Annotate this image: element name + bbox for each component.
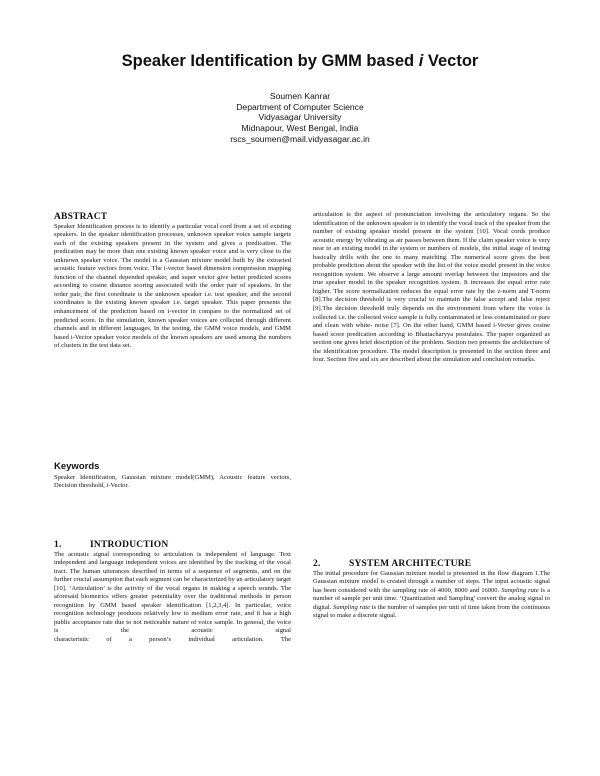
introduction-body-last-line: characteristic of a person’s individual articulation. The	[54, 636, 291, 644]
title-italic-i: i	[418, 52, 424, 70]
author-email: rscs_soumen@mail.vidyasagar.ac.in	[230, 133, 370, 144]
keywords-heading: Keywords	[54, 461, 100, 472]
system-architecture-body	[313, 570, 550, 621]
keywords-section	[54, 463, 291, 491]
sysarch-term-sampling-rate: Sampling rate	[501, 586, 539, 594]
author-block	[0, 91, 600, 145]
introduction-continuation	[313, 211, 550, 365]
paper-title	[0, 52, 600, 71]
system-architecture-number: 2.	[313, 559, 321, 569]
introduction-body	[54, 551, 291, 636]
keywords-body: Speaker Identification, Gaussian mixture model(GMM), Acoustic feature vectors, Decision threshold, i-Vector.	[54, 473, 291, 490]
abstract-section	[54, 213, 291, 351]
sysarch-text-1: The initial procedure for Gaussian mixture model is presented in the flow diagram 1.The Gaussian mixture model is created through a number of steps. The input acoustic signal has been considered with the sampling rate of 4000, 8000 and 16000.	[313, 569, 550, 594]
introduction-title: INTRODUCTION	[90, 540, 169, 550]
introduction-number: 1.	[54, 540, 62, 550]
author-department: Department of Computer Science	[236, 101, 364, 112]
author-location: Midnapour, West Bengal, India	[241, 123, 359, 134]
abstract-body: Speaker Identification process is to identify a particular vocal cord from a set of existing speakers. In the speaker identification processes, unknown speaker voice sample targets each of the existing speakers present in the system and gives a predication. The predication may be more than one existing known speaker voice and is very close to the unknown speaker voice. The model is a Gaussian mixture model built by the extracted acoustic feature vectors from voice. The i-vector based dimension compression mapping function of the channel depended speaker, and super vector give better predicted scores according to cosine distance scoring associated with the order pair of speakers. In the order pair, the first coordinate is the unknown speaker i.e. test speaker, and the second coordinates is the existing known speaker i.e. target speaker. This paper presents the enhancement of the prediction based on i-vector in compare to the normalized set of predicted score. In the simulation, known speaker voices are collected through different channels and in different languages. In the testing, the GMM voice models, and GMM based i-Vector speaker voice models of the known speakers are used among the numbers of clusters in the test data set.	[54, 222, 291, 350]
title-end: Vector	[423, 52, 479, 70]
author-name: Soumen Kanrar	[269, 91, 331, 101]
system-architecture-heading	[313, 560, 550, 569]
system-architecture-title: SYSTEM ARCHITECTURE	[349, 559, 472, 569]
introduction-heading	[54, 541, 291, 550]
abstract-heading: ABSTRACT	[54, 212, 108, 222]
author-university: Vidyasagar University	[258, 112, 342, 123]
introduction-continuation-body: articulation is the aspect of pronunciation involving the articulatory organs. So the identification of the unknown speaker is to identify the vocal track of the speaker from the number of existing speaker model present in the system [10]. Vocal cords produce acoustic energy by vibrating as air passes between them. If the claim speaker voice is very near to an existing model in the system or numbers of models, the initial stage of testing basically drills with the one to many matching. The numerical score gives the best probable prediction about the speaker with the list of the voice model present in the voice recognition system. We observe a large amount overlap between the impostors and the true speaker model in the speaker recognition system. It increases the equal error rate higher. The score normalization reduces the equal error rate by the z-norm and T-norm [8].The decision threshold is very crucial to maintain the false accept and false reject [9].The decision threshold truly depends on the environment from where the voice is collected i.e. the collected voice sample is fully contaminated or less contaminated or pure and clean with white- noise [7]. On the other hand, GMM based i-Vector gives cosine based score predication according to Bhattacharyya postulates. The paper organized as section one gives brief description of the problem. Section two presents the architecture of the identification procedure. The model description is presented in the section three and four. Section five and six are described about the simulation and conclusion remarks.	[313, 211, 550, 364]
title-text: Speaker Identification by GMM based	[121, 52, 419, 70]
sysarch-text-2: is a number of sample per unit time. ‘Quantization and Sampling’ convert the analog signal to digital.	[313, 586, 551, 611]
introduction-section	[54, 541, 291, 645]
introduction-body-text: The acoustic signal corresponding to articulation is independent of language. Text independent and language independent voices are identified by the tracking of the vocal tract. The human utterances described in terms of a sequence of segments, and on the further crucial assumption that each segment can be characterized by an articulatory target [10]. ‘Articulation’ is the activity of the vocal organs in making a speech sounds. The aforesaid biometrics offers greater potentiality over the traditional methods in person recognition by GMM based speaker identification [1,2,3,4]. In particular, voice recognition technology produces relatively low to medium error rate, and it has a high public acceptance rate due to not noticeable nature of voice sample. In general, the voice is the acoustic signal	[54, 550, 291, 635]
system-architecture-section	[313, 560, 550, 621]
sysarch-term-sampling-rate-2: Sampling rate	[333, 603, 371, 611]
sysarch-text-3: is the number of samples per unit of time taken from the continuous signal to make a discrete signal.	[313, 603, 550, 620]
